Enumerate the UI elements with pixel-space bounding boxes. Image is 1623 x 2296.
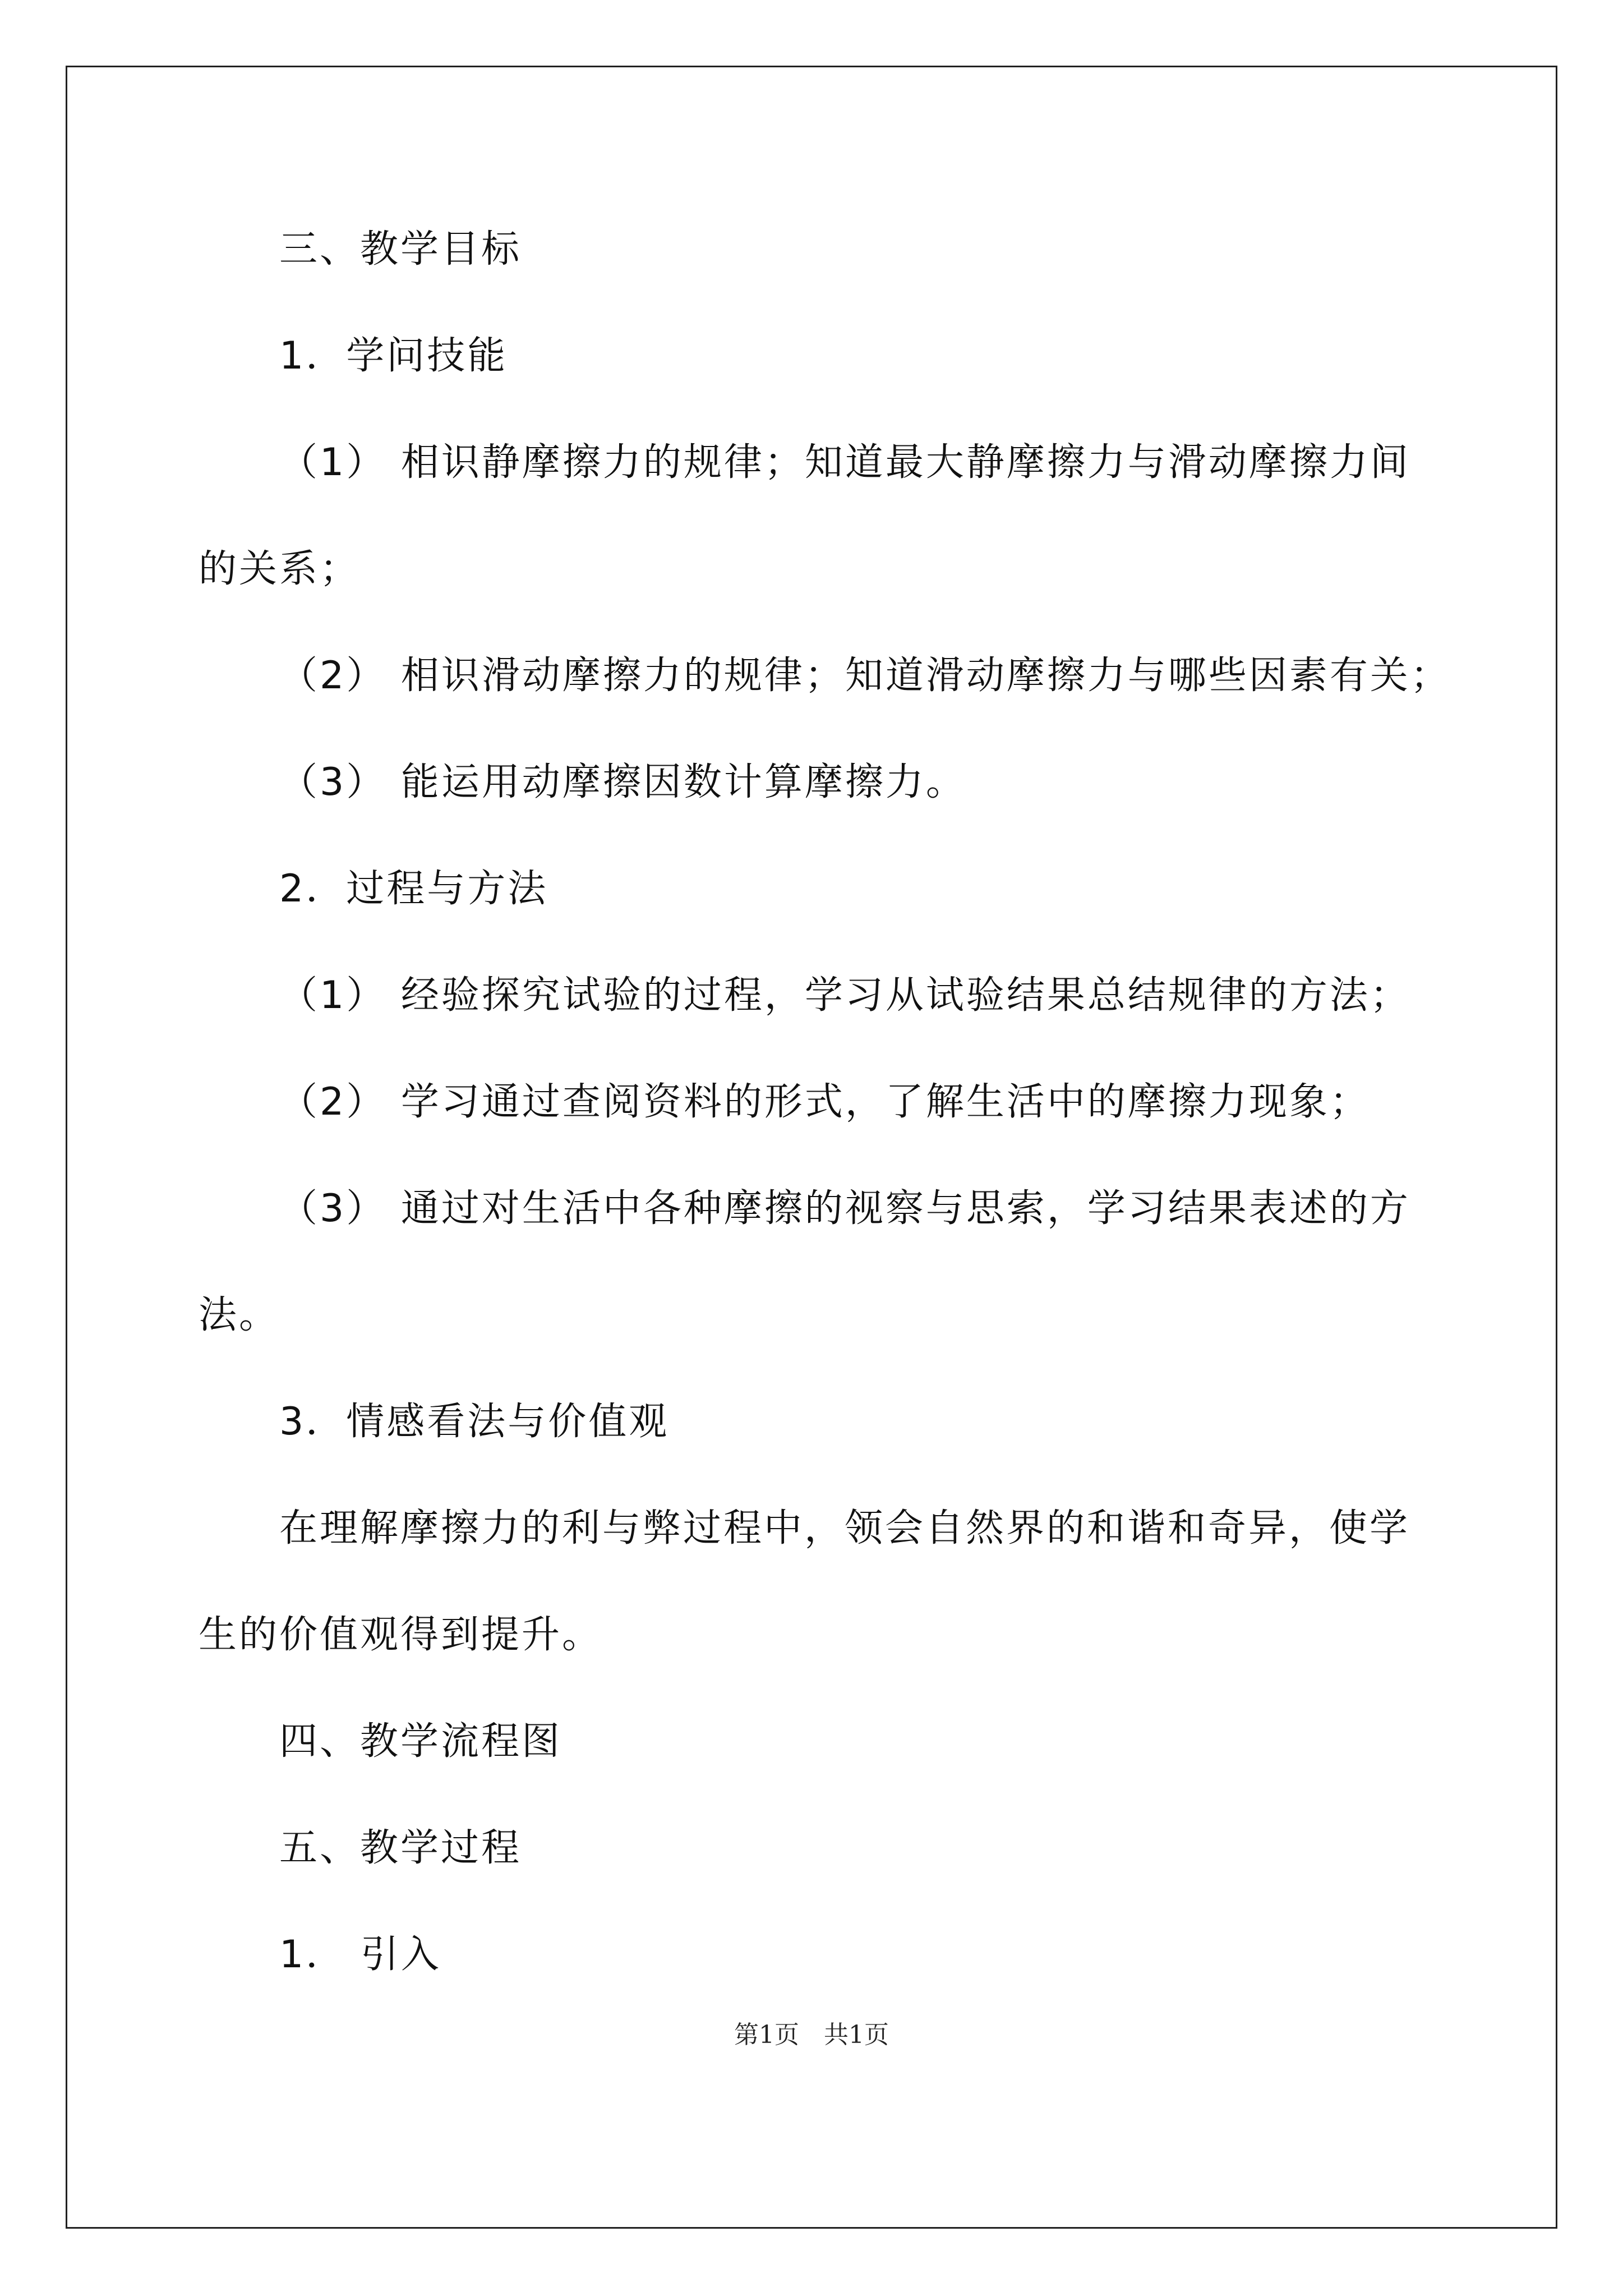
paragraph-line: 法。 (199, 1293, 280, 1337)
subheading-process-methods: 2．过程与方法 (279, 867, 548, 911)
paragraph-line: （1） 经验探究试验的过程，学习从试验结果总结规律的方法； (279, 973, 1410, 1018)
paragraph-line: （3） 通过对生活中各种摩擦的视察与思索，学习结果表述的方 (279, 1186, 1410, 1231)
subheading-introduction: 1． 引入 (279, 1932, 441, 1977)
page-footer: 第1页 共1页 (734, 2021, 889, 2049)
section-heading-flowchart: 四、教学流程图 (279, 1719, 562, 1764)
paragraph-line: （3） 能运用动摩擦因数计算摩擦力。 (279, 760, 966, 804)
page-border (66, 66, 1557, 2229)
paragraph-line: （1） 相识静摩擦力的规律；知道最大静摩擦力与滑动摩擦力间 (279, 440, 1410, 485)
section-heading-process: 五、教学过程 (279, 1826, 522, 1870)
paragraph-line: 在理解摩擦力的利与弊过程中，领会自然界的和谐和奇异，使学 (279, 1506, 1410, 1550)
paragraph-line: 生的价值观得到提升。 (199, 1613, 603, 1657)
paragraph-line: （2） 学习通过查阅资料的形式，了解生活中的摩擦力现象； (279, 1080, 1370, 1124)
subheading-knowledge-skills: 1．学问技能 (279, 334, 508, 378)
paragraph-line: （2） 相识滑动摩擦力的规律；知道滑动摩擦力与哪些因素有关； (279, 654, 1451, 698)
section-heading-objectives: 三、教学目标 (279, 227, 522, 272)
subheading-attitudes-values: 3．情感看法与价值观 (279, 1400, 670, 1444)
paragraph-line: 的关系； (199, 547, 361, 591)
